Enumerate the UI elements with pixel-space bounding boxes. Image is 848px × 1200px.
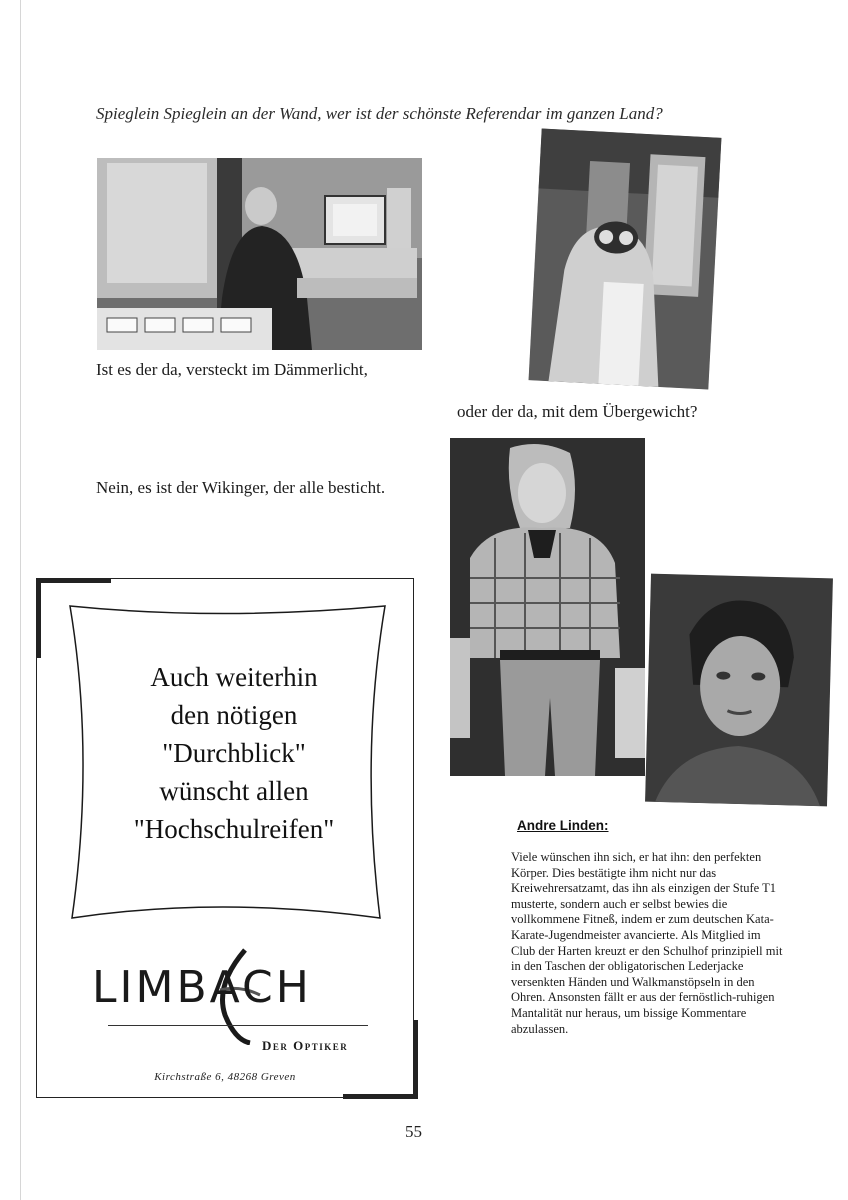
profile-title: Andre Linden: xyxy=(517,818,609,833)
page-margin-line xyxy=(20,0,21,1200)
ad-slogan-line: "Durchblick" xyxy=(162,738,306,768)
ad-slogan-line: den nötigen xyxy=(170,700,298,730)
ad-slogan-line: wünscht allen xyxy=(159,776,309,806)
caption-third: Nein, es ist der Wikinger, der alle besticht. xyxy=(96,478,386,497)
ad-corner-bar xyxy=(36,578,41,658)
caption-second: oder der da, mit dem Übergewicht? xyxy=(457,402,698,421)
optician-address: Kirchstraße 6, 48268 Greven xyxy=(154,1071,296,1083)
ad-slogan xyxy=(104,658,364,848)
ad-corner-bar xyxy=(343,1094,418,1099)
photo-computer-room xyxy=(97,158,422,350)
ad-slogan-line: "Hochschulreifen" xyxy=(133,814,335,844)
ad-slogan-line: Auch weiterhin xyxy=(150,662,318,692)
photo-binoculars xyxy=(529,128,722,389)
ad-corner-bar xyxy=(36,578,111,583)
profile-body: Viele wünschen ihn sich, er hat ihn: den perfekten Körper. Dies bestätigte ihm nicht nur das Kreiwehrersatzamt, das ihn als einzigen der Stufe T1 musterte, sondern auch er selbst bewies die vollkommene Fitneß, indem er zum deutschen Kata-Karate-Jugendmeister avancierte. Als Mitglied im Club der Harten kreuzt er den Schulhof prinzipiell mit in den Taschen der obligatorischen Lederjacke versenkten Händen und Walkmanstöpseln in den Ohren. Ansonsten fällt er aus der fernöstlich-ruhigen Mantalität nur heraus, um bissige Kommentare abzulassen. xyxy=(511,850,783,1036)
page-number: 55 xyxy=(405,1122,422,1141)
photo-viking xyxy=(450,438,645,776)
ad-corner-bar xyxy=(413,1020,418,1098)
photo-andre-linden xyxy=(645,574,833,807)
page-heading-question: Spieglein Spieglein an der Wand, wer ist der schönste Referendar im ganzen Land? xyxy=(96,104,663,123)
logo-divider xyxy=(108,1025,368,1026)
optician-subtitle: Der Optiker xyxy=(262,1038,349,1053)
caption-first: Ist es der da, versteckt im Dämmerlicht, xyxy=(96,360,368,379)
optician-logo: LIMBACH xyxy=(92,962,312,1013)
